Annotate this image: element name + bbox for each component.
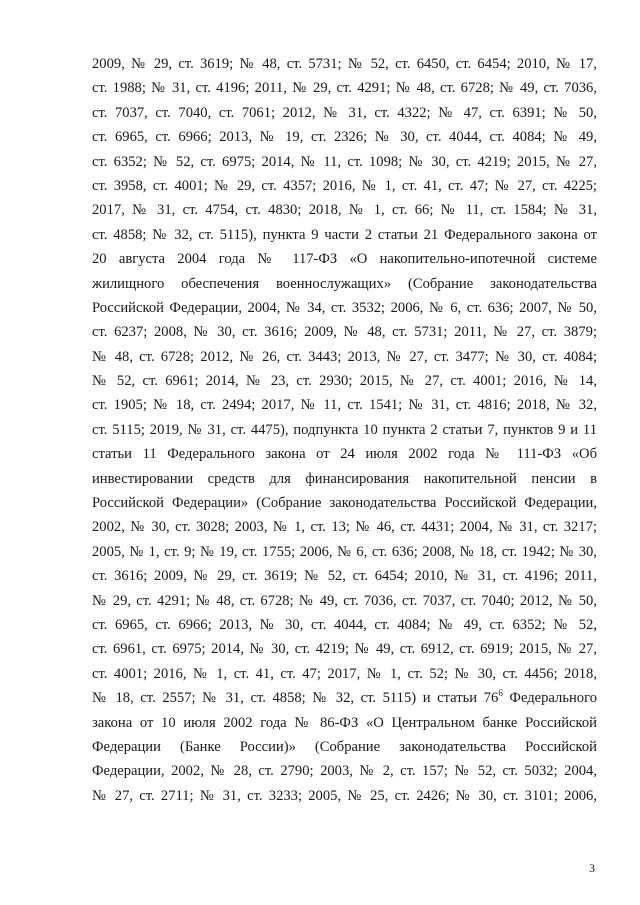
text-line: 2009, № 29, ст. 3619; № 48, ст. 5731; № 52, ст. 6450, ст. 6454; 2010, № 17, (92, 56, 597, 72)
text-line: Российской Федерации» (Собрание законодательства Российской Федерации, (92, 495, 597, 512)
text-line: 2002, № 30, ст. 3028; 2003, № 1, ст. 13; № 46, ст. 4431; 2004, № 31, ст. 3217; (92, 519, 597, 536)
text-line: инвестировании средств для финансирования накопительной пенсии в (92, 470, 597, 487)
text-line: 2005, № 1, ст. 9; № 19, ст. 1755; 2006, № 6, ст. 636; 2008, № 18, ст. 1942; № 30, (92, 543, 597, 560)
text-line: 2017, № 31, ст. 4754, ст. 4830; 2018, № 1, ст. 66; № 11, ст. 1584; № 31, (92, 202, 597, 219)
article-superscript: 6 (498, 688, 503, 699)
text-line: жилищного обеспечения военнослужащих» (Собрание законодательства (92, 275, 597, 292)
text-line: ст. 4001; 2016, № 1, ст. 41, ст. 47; 2017, № 1, ст. 52; № 30, ст. 4456; 2018, (92, 665, 597, 682)
text-line: ст. 5115; 2019, № 31, ст. 4475), подпункта 10 пункта 2 статьи 7, пунктов 9 и 11 (92, 421, 597, 438)
text-line: ст. 3616; 2009, № 29, ст. 3619; № 52, ст. 6454; 2010, № 31, ст. 4196; 2011, (92, 568, 597, 585)
body-text (92, 52, 597, 808)
text-line-with-superscript (92, 686, 597, 710)
text-line: законa от 10 июля 2002 года № 86-ФЗ «О Центральном банке Российской (92, 714, 597, 731)
text-line: ст. 7037, ст. 7040, ст. 7061; 2012, № 31, ст. 4322; № 47, ст. 6391; № 50, (92, 104, 597, 121)
text-line: № 27, ст. 2711; № 31, ст. 3233; 2005, № 25, ст. 2426; № 30, ст. 3101; 2006, (92, 787, 597, 804)
text-line: Федерации, 2002, № 28, ст. 2790; 2003, № 2, ст. 157; № 52, ст. 5032; 2004, (92, 763, 597, 780)
text-line: № 29, ст. 4291; № 48, ст. 6728; № 49, ст. 7036, ст. 7037, ст. 7040; 2012, № 50, (92, 592, 597, 609)
text-line: ст. 4858; № 32, ст. 5115), пункта 9 части 2 статьи 21 Федерального закона от (92, 226, 597, 243)
text-line: ст. 1905; № 18, ст. 2494; 2017, № 11, ст. 1541; № 31, ст. 4816; 2018, № 32, (92, 397, 597, 414)
text-line: 20 августа 2004 года № 117-ФЗ «О накопительно-ипотечной системе (92, 251, 597, 268)
text-line: № 48, ст. 6728; 2012, № 26, ст. 3443; 2013, № 27, ст. 3477; № 30, ст. 4084; (92, 348, 597, 365)
text-line: ст. 6965, ст. 6966; 2013, № 30, ст. 4044, ст. 4084; № 49, ст. 6352; № 52, (92, 616, 597, 633)
text-line: № 52, ст. 6961; 2014, № 23, ст. 2930; 2015, № 27, ст. 4001; 2016, № 14, (92, 373, 597, 390)
text-line: статьи 11 Федерального закона от 24 июля 2002 года № 111-ФЗ «Об (92, 446, 597, 463)
text-line: ст. 6352; № 52, ст. 6975; 2014, № 11, ст. 1098; № 30, ст. 4219; 2015, № 27, (92, 153, 597, 170)
text-line: ст. 1988; № 31, ст. 4196; 2011, № 29, ст. 4291; № 48, ст. 6728; № 49, ст. 7036, (92, 80, 597, 97)
text-line-prefix: № 18, ст. 2557; № 31, ст. 4858; № 32, ст. 5115) и статьи 76 (92, 690, 499, 707)
text-line: ст. 3958, ст. 4001; № 29, ст. 4357; 2016, № 1, ст. 41, ст. 47; № 27, ст. 4225; (92, 177, 597, 194)
text-line: ст. 6237; 2008, № 30, ст. 3616; 2009, № 48, ст. 5731; 2011, № 27, ст. 3879; (92, 324, 597, 341)
text-line: Российской Федерации, 2004, № 34, ст. 3532; 2006, № 6, ст. 636; 2007, № 50, (92, 299, 597, 316)
page-number: 3 (589, 861, 595, 875)
text-line: ст. 6965, ст. 6966; 2013, № 19, ст. 2326; № 30, ст. 4044, ст. 4084; № 49, (92, 129, 597, 146)
text-line-suffix: Федерального (502, 690, 597, 707)
text-line: ст. 6961, ст. 6975; 2014, № 30, ст. 4219; № 49, ст. 6912, ст. 6919; 2015, № 27, (92, 641, 597, 658)
text-line: Федерации (Банке России)» (Собрание законодательства Российской (92, 738, 597, 755)
